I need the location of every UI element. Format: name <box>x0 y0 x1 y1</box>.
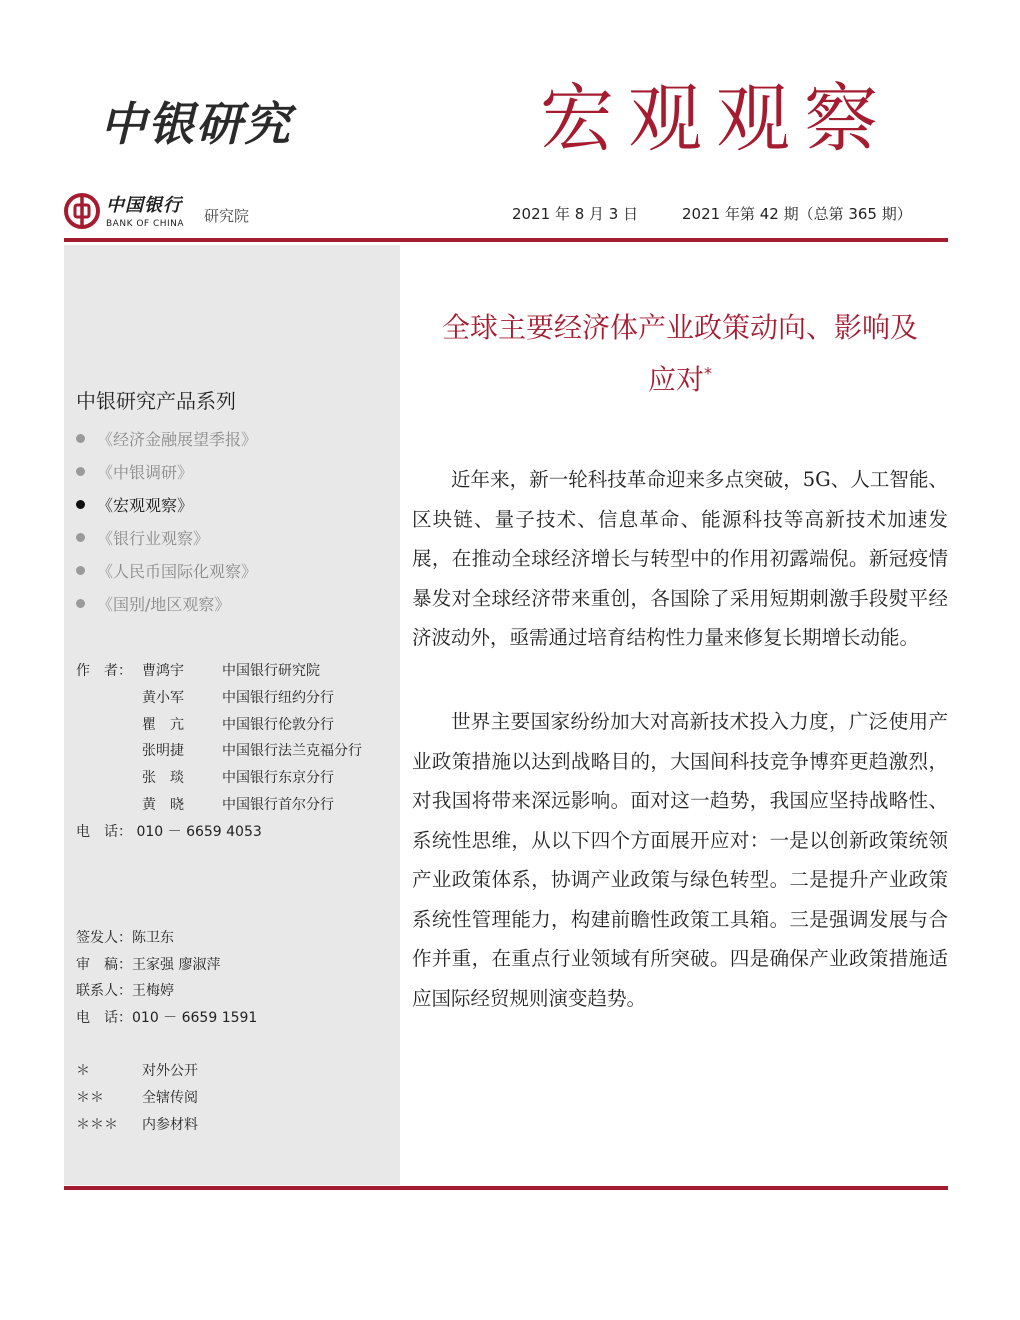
classification-label: 对外公开 <box>142 1063 198 1079</box>
issue-date: 2021 年 8 月 3 日 <box>512 205 639 223</box>
footer-divider <box>64 1186 948 1190</box>
author-org: 中国银行纽约分行 <box>222 690 334 706</box>
bank-name-en: BANK OF CHINA <box>106 219 185 229</box>
signer-line: 签发人：陈卫东 <box>76 930 174 946</box>
series-item-macro-observation[interactable] <box>76 493 193 516</box>
article-title-footnote-mark: * <box>704 363 712 383</box>
body-paragraph: 近年来，新一轮科技革命迎来多点突破，5G、人工智能、区块链、量子技术、信息革命、能源科技等高新技术加速发展，在推动全球经济增长与转型中的作用初露端倪。新冠疫情暴发对全球经济带来重创，各国除了采用短期刺激手段熨平经济波动外，亟需通过培育结构性力量来修复长期增长动能。 <box>412 468 948 649</box>
series-item-label: 《中银调研》 <box>97 463 194 482</box>
series-item-banking-observation[interactable] <box>76 526 209 549</box>
series-item-economic-outlook[interactable] <box>76 427 257 450</box>
contact-line: 联系人：王梅婷 <box>76 983 174 999</box>
author-name: 黄 晓 <box>142 797 184 813</box>
bullet-icon <box>76 467 85 476</box>
author-org: 中国银行伦敦分行 <box>222 717 334 733</box>
series-item-boc-survey[interactable] <box>76 460 193 483</box>
series-item-label: 《国别/地区观察》 <box>97 595 231 614</box>
author-name: 瞿 亢 <box>142 717 184 733</box>
series-item-label: 《宏观观察》 <box>97 496 194 515</box>
author-org: 中国银行东京分行 <box>222 770 334 786</box>
bullet-icon <box>76 500 85 509</box>
classification-mark: ＊＊ <box>76 1090 104 1106</box>
author-org: 中国银行首尔分行 <box>222 797 334 813</box>
bullet-icon <box>76 599 85 608</box>
author-name: 张明捷 <box>142 743 184 759</box>
issue-number: 2021 年第 42 期（总第 365 期） <box>682 205 912 223</box>
bullet-icon <box>76 434 85 443</box>
author-phone: 电 话： 010 － 6659 4053 <box>76 824 262 840</box>
header-divider <box>64 238 948 242</box>
author-name: 张 琰 <box>142 770 184 786</box>
authors-label: 作 者： <box>76 663 132 679</box>
bank-of-china-logo-icon <box>64 193 100 229</box>
report-series-title: 宏观观察 <box>540 76 892 162</box>
series-item-rmb-internationalization[interactable] <box>76 559 257 582</box>
author-name: 曹鸿宇 <box>142 663 184 679</box>
classification-label: 全辖传阅 <box>142 1090 198 1106</box>
author-name: 黄小军 <box>142 690 184 706</box>
bullet-icon <box>76 566 85 575</box>
series-item-label: 《经济金融展望季报》 <box>97 430 258 449</box>
bank-name-cn: 中国银行 <box>106 195 182 216</box>
article-title <box>410 302 950 406</box>
article-title-line2: 应对 <box>647 363 704 396</box>
body-paragraph: 世界主要国家纷纷加大对高新技术投入力度，广泛使用产业政策措施以达到战略目的，大国间科技竞争博弈更趋激烈，对我国将带来深远影响。面对这一趋势，我国应坚持战略性、系统性思维，从以下四个方面展开应对：一是以创新政策统领产业政策体系，协调产业政策与绿色转型。二是提升产业政策系统性管理能力，构建前瞻性政策工具箱。三是强调发展与合作并重，在重点行业领域有所突破。四是确保产业政策措施适应国际经贸规则演变趋势。 <box>412 710 948 1010</box>
brand-calligraphy-logo: 中银研究 <box>100 97 292 151</box>
series-item-label: 《人民币国际化观察》 <box>97 562 258 581</box>
author-org: 中国银行法兰克福分行 <box>222 743 362 759</box>
bullet-icon <box>76 533 85 542</box>
classification-mark: ＊＊＊ <box>76 1117 118 1133</box>
article-title-line1: 全球主要经济体产业政策动向、影响及 <box>441 311 918 344</box>
series-item-country-region[interactable] <box>76 592 230 615</box>
reviewers-line: 审 稿：王家强 廖淑萍 <box>76 957 221 973</box>
product-series-heading: 中银研究产品系列 <box>76 389 236 413</box>
author-org: 中国银行研究院 <box>222 663 320 679</box>
contact-phone: 电 话：010 － 6659 1591 <box>76 1010 258 1026</box>
series-item-label: 《银行业观察》 <box>97 529 210 548</box>
classification-mark: ＊ <box>76 1063 90 1079</box>
classification-label: 内参材料 <box>142 1117 198 1133</box>
institute-label: 研究院 <box>204 207 250 225</box>
